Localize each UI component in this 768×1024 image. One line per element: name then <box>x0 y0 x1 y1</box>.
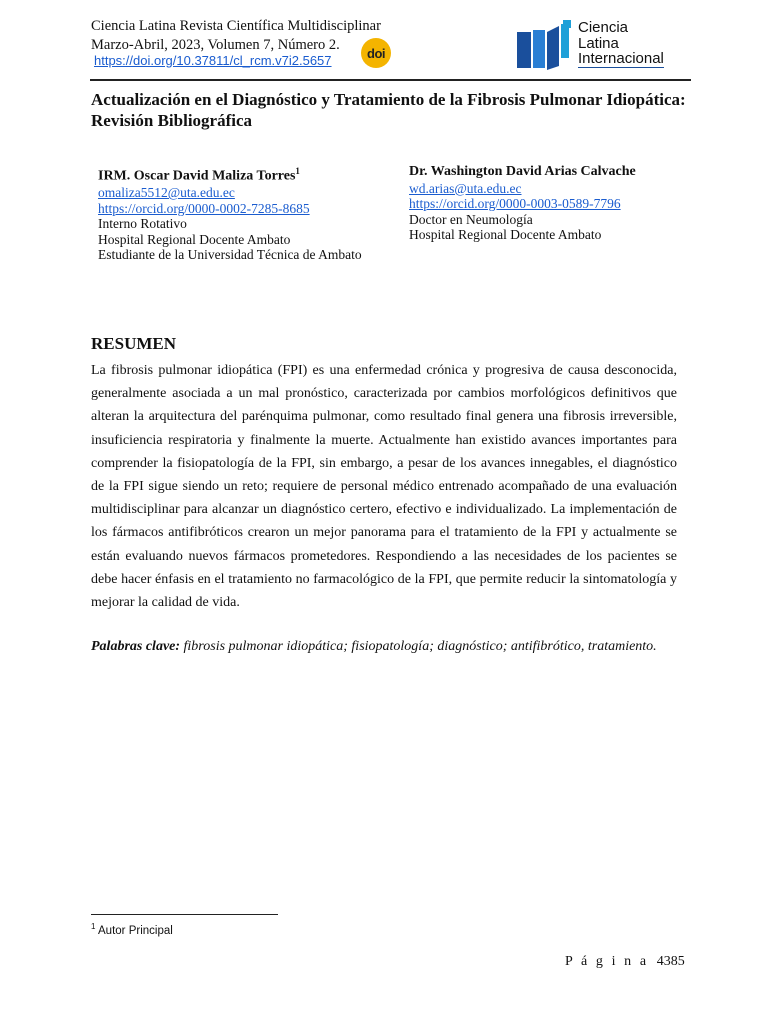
footnote-divider <box>91 914 278 915</box>
issue-info: Marzo-Abril, 2023, Volumen 7, Número 2. <box>91 37 340 53</box>
page-label: P á g i n a <box>565 954 649 969</box>
author-block-2 <box>409 164 636 243</box>
author-orcid[interactable]: https://orcid.org/0000-0003-0589-7796 <box>409 196 621 211</box>
author-affiliation-2: Estudiante de la Universidad Técnica de Ambato <box>98 247 362 263</box>
author-role: Doctor en Neumología <box>409 211 533 227</box>
author-role: Interno Rotativo <box>98 216 187 232</box>
keywords-label: Palabras clave: <box>91 639 181 654</box>
author-email[interactable]: wd.arias@uta.edu.ec <box>409 180 522 196</box>
author-email[interactable]: omaliza5512@uta.edu.ec <box>98 185 235 201</box>
abstract-heading: RESUMEN <box>91 334 177 353</box>
author-affiliation: Hospital Regional Docente Ambato <box>98 231 291 247</box>
author-name: Dr. Washington David Arias Calvache <box>409 164 636 179</box>
doi-icon[interactable]: doi <box>361 38 391 68</box>
page-number-value: 4385 <box>656 954 685 969</box>
article-title: Actualización en el Diagnóstico y Tratamiento de la Fibrosis Pulmonar Idiopática: Revisión Bibliográfica <box>91 90 686 130</box>
logo-text <box>578 20 664 68</box>
keywords <box>91 638 691 656</box>
page-number <box>565 954 685 970</box>
header-divider <box>90 79 691 81</box>
footnote-mark: 1 <box>91 922 96 931</box>
ciencia-latina-logo <box>515 20 675 72</box>
author-block-1 <box>98 164 362 263</box>
journal-name: Ciencia Latina Revista Científica Multidisciplinar <box>91 18 381 34</box>
footnote <box>91 922 173 937</box>
logo-line3: Internacional <box>578 50 664 67</box>
open-book-icon <box>515 20 575 72</box>
author-name <box>98 164 362 184</box>
author-orcid[interactable]: https://orcid.org/0000-0002-7285-8685 <box>98 200 310 216</box>
logo-line2: Latina <box>578 34 619 52</box>
footnote-text: Autor Principal <box>98 924 173 937</box>
author-name-text: IRM. Oscar David Maliza Torres <box>98 168 296 184</box>
author-affiliation: Hospital Regional Docente Ambato <box>409 227 602 242</box>
keywords-values: fibrosis pulmonar idiopática; fisiopatología; diagnóstico; antifibrótico, tratamiento. <box>183 639 657 654</box>
footnote-mark: 1 <box>295 166 300 176</box>
doi-link[interactable]: https://doi.org/10.37811/cl_rcm.v7i2.5657 <box>94 53 332 68</box>
abstract-text: La fibrosis pulmonar idiopática (FPI) es una enfermedad crónica y progresiva de causa desconocida, generalmente asociada a un mal pronóstico, caracterizada por cambios morfológicos definitivos que alteran la arquitectura del parénquima pulmonar, como resultado final genera una fibrosis irreversible, insuficiencia respiratoria y finalmente la muerte. Actualmente han existido avances importantes para comprender la fisiopatología de la FPI, sin embargo, a pesar de los avances innegables, el diagnóstico de la FPI sigue siendo un reto; requiere de personal médico entrenado acompañado de una evaluación multidisciplinar para alcanzar un diagnóstico certero, efectivo e individualizado. La implementación de los fármacos antifibróticos crearon un mejor panorama para el tratamiento de la FPI y actualmente se están evaluando nuevos fármacos prometedores. Respondiendo a las necesidades de los pacientes se debe hacer énfasis en el tratamiento no farmacológico de la FPI, que permite reducir la sintomatología y mejorar la calidad de vida. <box>91 363 677 611</box>
logo-line1: Ciencia <box>578 19 629 36</box>
